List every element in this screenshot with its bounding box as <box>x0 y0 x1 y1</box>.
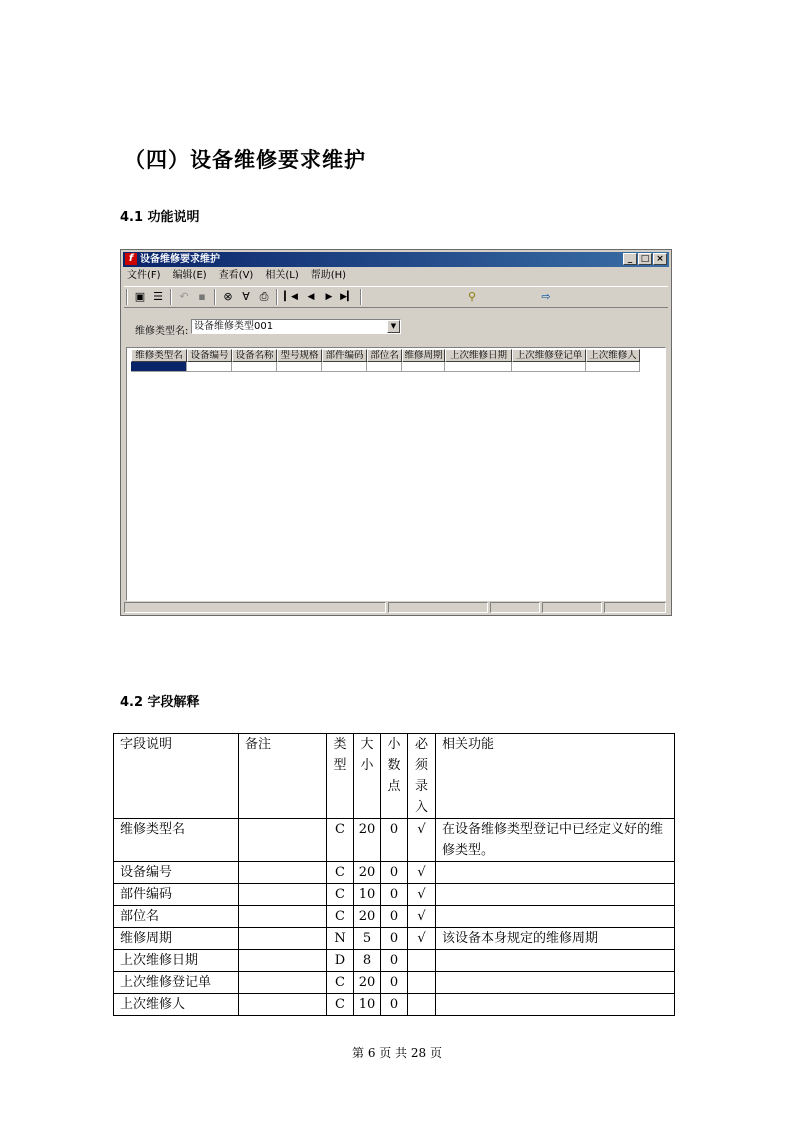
cell: √ <box>408 862 436 884</box>
cell: 0 <box>381 906 408 928</box>
cell: 0 <box>381 928 408 950</box>
cell: 10 <box>354 884 381 906</box>
window-titlebar <box>123 252 669 267</box>
cell: C <box>327 972 354 994</box>
cell <box>239 972 327 994</box>
cell <box>239 906 327 928</box>
menu-edit[interactable]: 编辑(E) <box>172 270 207 281</box>
new-record-icon[interactable]: ▣ <box>134 290 146 303</box>
help-icon[interactable]: ⚲ <box>467 290 477 303</box>
cell: 10 <box>354 994 381 1016</box>
menu-help[interactable]: 帮助(H) <box>310 270 347 281</box>
filter-icon[interactable]: ∀ <box>242 290 250 303</box>
cell: 20 <box>354 972 381 994</box>
menu-view[interactable]: 查看(V) <box>218 270 254 281</box>
header-cell: 备注 <box>239 734 327 819</box>
cell <box>408 972 436 994</box>
table-row <box>114 819 675 862</box>
cell: √ <box>408 819 436 862</box>
field-table <box>113 733 675 1016</box>
cell <box>436 862 675 884</box>
cell: 0 <box>381 819 408 862</box>
cell <box>239 819 327 862</box>
cell: 上次维修登记单 <box>114 972 239 994</box>
cell <box>436 884 675 906</box>
menu-bar <box>127 269 346 283</box>
cell: C <box>327 884 354 906</box>
cell: D <box>327 950 354 972</box>
exit-icon[interactable]: ⇨ <box>541 290 551 303</box>
cell: C <box>327 819 354 862</box>
save-icon[interactable]: ▪ <box>198 290 206 303</box>
cell: 设备编号 <box>114 862 239 884</box>
maintenance-type-value: 设备维修类型001 <box>194 321 274 332</box>
chevron-down-icon[interactable]: ▼ <box>387 320 400 333</box>
table-row <box>114 928 675 950</box>
edit-record-icon[interactable]: ☰ <box>153 290 163 303</box>
cell <box>408 950 436 972</box>
print-icon[interactable]: ⎙ <box>259 290 269 303</box>
table-row <box>114 884 675 906</box>
cell: 部件编码 <box>114 884 239 906</box>
cell <box>436 972 675 994</box>
cell: 0 <box>381 950 408 972</box>
cell: 在设备维修类型登记中已经定义好的维修类型。 <box>436 819 675 862</box>
section-fields-title: 4.2 字段解释 <box>120 695 200 710</box>
cell: 该设备本身规定的维修周期 <box>436 928 675 950</box>
header-cell: 字段说明 <box>114 734 239 819</box>
cell: 8 <box>354 950 381 972</box>
table-row <box>114 950 675 972</box>
cell <box>239 994 327 1016</box>
cell: 20 <box>354 819 381 862</box>
cell: √ <box>408 884 436 906</box>
column-header[interactable]: 维修类型名 <box>131 349 187 362</box>
cell: 20 <box>354 906 381 928</box>
cell: C <box>327 994 354 1016</box>
cell: √ <box>408 906 436 928</box>
header-cell: 必须录入 <box>408 734 436 819</box>
header-cell: 大小 <box>354 734 381 819</box>
page-heading: （四）设备维修要求维护 <box>124 148 366 172</box>
find-icon[interactable]: ⊗ <box>223 290 233 303</box>
minimize-button[interactable]: _ <box>623 253 637 265</box>
cell: 0 <box>381 972 408 994</box>
maintenance-type-label: 维修类型名: <box>135 326 189 337</box>
column-header[interactable]: 部件编码 <box>322 349 367 362</box>
table-row <box>114 972 675 994</box>
cell <box>408 994 436 1016</box>
column-header[interactable]: 设备编号 <box>187 349 232 362</box>
header-cell: 相关功能 <box>436 734 675 819</box>
cell <box>436 906 675 928</box>
column-header[interactable]: 维修周期 <box>402 349 445 362</box>
maintenance-type-select[interactable] <box>191 319 401 334</box>
last-record-icon[interactable]: ▶▎ <box>340 292 354 302</box>
app-icon: f <box>125 253 137 265</box>
toolbar <box>124 286 668 308</box>
cell: 上次维修日期 <box>114 950 239 972</box>
header-cell: 小数点 <box>381 734 408 819</box>
cell: 上次维修人 <box>114 994 239 1016</box>
close-button[interactable]: × <box>653 253 667 265</box>
table-row <box>114 906 675 928</box>
first-record-icon[interactable]: ▎◀ <box>284 292 298 302</box>
cell <box>239 928 327 950</box>
app-window-screenshot <box>120 249 672 616</box>
menu-file[interactable]: 文件(F) <box>127 270 161 281</box>
cell <box>239 862 327 884</box>
column-header[interactable]: 部位名 <box>367 349 402 362</box>
table-header-row <box>114 734 675 819</box>
cell <box>436 994 675 1016</box>
table-row <box>114 994 675 1016</box>
column-header[interactable]: 上次维修登记单 <box>512 349 586 362</box>
data-grid[interactable] <box>126 347 666 601</box>
status-bar <box>124 602 668 613</box>
grid-row[interactable] <box>131 362 640 372</box>
cell <box>239 884 327 906</box>
cell: C <box>327 906 354 928</box>
prev-record-icon[interactable]: ◀ <box>307 292 315 302</box>
column-header[interactable]: 型号规格 <box>277 349 322 362</box>
cell: C <box>327 862 354 884</box>
cell: N <box>327 928 354 950</box>
undo-icon[interactable]: ↶ <box>179 290 189 303</box>
menu-related[interactable]: 相关(L) <box>265 270 299 281</box>
table-row <box>114 862 675 884</box>
column-header[interactable]: 上次维修人 <box>586 349 640 362</box>
column-header[interactable]: 上次维修日期 <box>445 349 512 362</box>
cell: 0 <box>381 862 408 884</box>
column-header[interactable]: 设备名称 <box>232 349 277 362</box>
page-footer: 第 6 页 共 28 页 <box>352 1046 442 1060</box>
cell: 维修类型名 <box>114 819 239 862</box>
next-record-icon[interactable]: ▶ <box>325 292 333 302</box>
grid-header <box>131 349 640 362</box>
cell <box>436 950 675 972</box>
header-cell: 类型 <box>327 734 354 819</box>
cell: 20 <box>354 862 381 884</box>
cell: 部位名 <box>114 906 239 928</box>
cell: 0 <box>381 994 408 1016</box>
cell: 0 <box>381 884 408 906</box>
cell: 5 <box>354 928 381 950</box>
cell: 维修周期 <box>114 928 239 950</box>
maximize-button[interactable]: □ <box>638 253 652 265</box>
cell: √ <box>408 928 436 950</box>
section-function-title: 4.1 功能说明 <box>120 210 200 225</box>
cell <box>239 950 327 972</box>
window-title: 设备维修要求维护 <box>140 254 220 265</box>
